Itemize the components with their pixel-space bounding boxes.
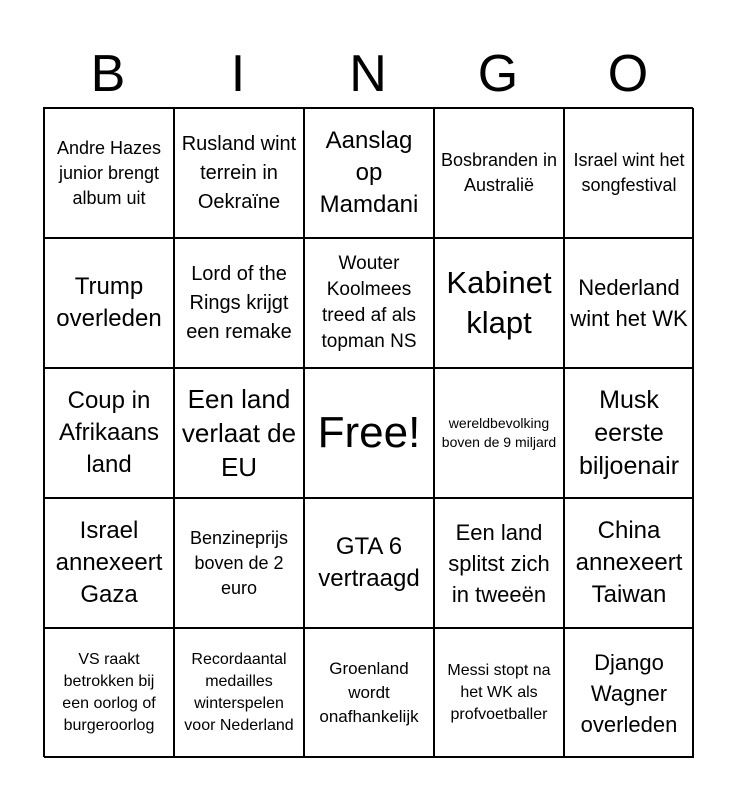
bingo-cell[interactable] (44, 238, 174, 368)
cell-text: Groenland wordt onafhankelijk (319, 659, 419, 726)
bingo-cell[interactable] (564, 628, 694, 758)
bingo-cell[interactable] (434, 238, 564, 368)
cell-text: Recordaantal medailles winterspelen voor Nederland (184, 651, 294, 734)
bingo-cell[interactable] (304, 238, 434, 368)
cell-text: Wouter Koolmees treed af als topman NS (321, 253, 417, 352)
cell-text: Coup in Afrikaans land (58, 387, 160, 478)
bingo-cell[interactable] (44, 368, 174, 498)
cell-text: Kabinet klapt (446, 265, 552, 340)
cell-text: Aanslag op Mamdani (319, 127, 419, 218)
bingo-cell[interactable] (44, 498, 174, 628)
bingo-cell[interactable] (174, 238, 304, 368)
cell-text: Django Wagner overleden (580, 649, 678, 737)
cell-text: Andre Hazes junior brengt album uit (56, 137, 162, 208)
bingo-cell[interactable] (44, 628, 174, 758)
bingo-cell[interactable] (304, 498, 434, 628)
bingo-cell[interactable] (304, 628, 434, 758)
bingo-cell[interactable] (304, 108, 434, 238)
header-letter-n: N (349, 45, 387, 103)
bingo-cell[interactable] (434, 368, 564, 498)
cell-text: GTA 6 vertraagd (318, 533, 420, 592)
bingo-cell[interactable] (564, 498, 694, 628)
cell-text: China annexeert Taiwan (575, 517, 683, 608)
bingo-cell[interactable] (564, 108, 694, 238)
bingo-cell[interactable] (174, 628, 304, 758)
bingo-cell[interactable] (174, 498, 304, 628)
cell-text: Bosbranden in Australië (440, 150, 558, 195)
cell-text: Lord of the Rings krijgt een remake (186, 262, 292, 343)
bingo-cell[interactable] (174, 108, 304, 238)
header-letter-i: I (230, 45, 246, 103)
cell-text: Israel wint het songfestival (573, 150, 685, 195)
bingo-cell[interactable] (434, 628, 564, 758)
cell-text: Musk eerste biljoenair (578, 385, 680, 480)
cell-text: Een land verlaat de EU (181, 384, 297, 482)
free-space-cell[interactable] (304, 368, 434, 498)
free-space-text: Free! (317, 408, 421, 457)
bingo-header (43, 40, 693, 108)
cell-text: Messi stopt na het WK als profvoetballer (447, 662, 551, 723)
cell-text: Een land splitst zich in tweeën (448, 519, 550, 607)
cell-text: wereldbevolking boven de 9 miljard (441, 415, 557, 450)
cell-text: Nederland wint het WK (570, 275, 688, 331)
bingo-cell[interactable] (434, 498, 564, 628)
bingo-cell[interactable] (174, 368, 304, 498)
header-letter-g: G (477, 45, 519, 103)
bingo-cell[interactable] (434, 108, 564, 238)
cell-text: Trump overleden (56, 273, 162, 332)
cell-text: Rusland wint terrein in Oekraïne (181, 132, 297, 213)
bingo-card-grid (43, 107, 693, 757)
header-letter-b: B (90, 45, 126, 103)
header-letter-o: O (607, 45, 649, 103)
cell-text: VS raakt betrokken bij een oorlog of burgeroorlog (62, 651, 156, 734)
bingo-cell[interactable] (564, 368, 694, 498)
bingo-cell[interactable] (564, 238, 694, 368)
cell-text: Israel annexeert Gaza (55, 517, 163, 608)
cell-text: Benzineprijs boven de 2 euro (189, 527, 289, 598)
bingo-cell[interactable] (44, 108, 174, 238)
